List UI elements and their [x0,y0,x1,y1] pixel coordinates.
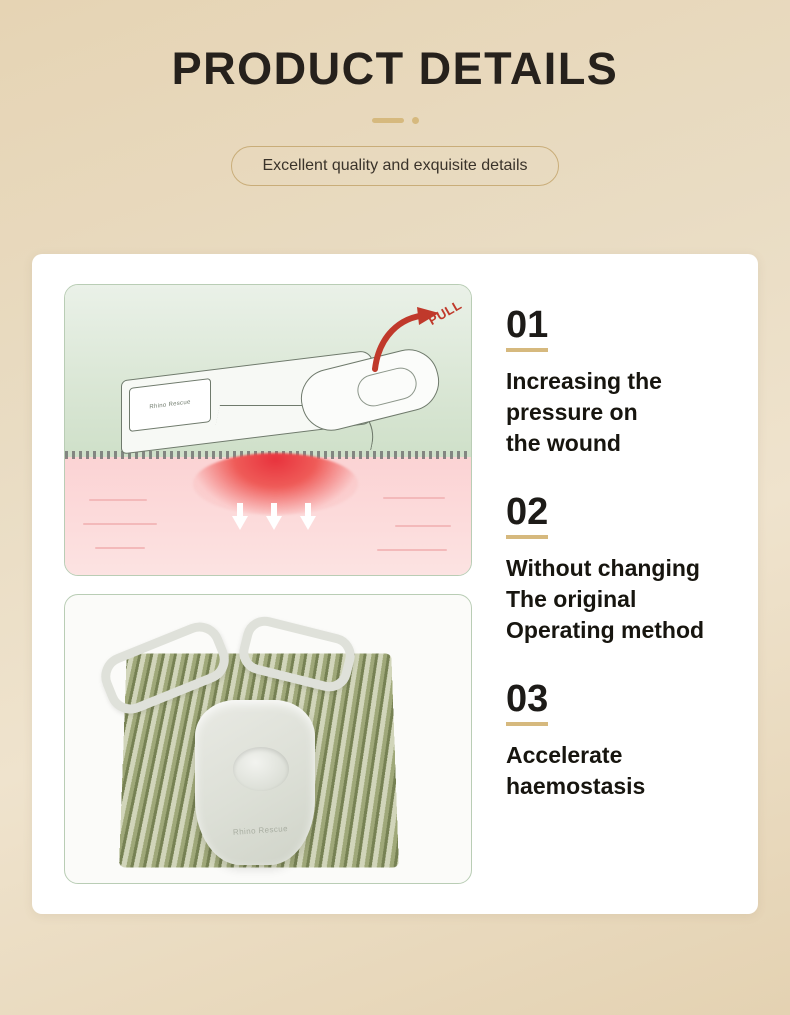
pressure-arrow-head [300,516,316,530]
product-brand-mark: Rhino Rescue [232,824,289,837]
page-header [0,0,790,186]
pressure-arrow-stem [237,503,243,517]
tissue-line [83,523,157,525]
device-brand-tag: Rhino Rescue [129,378,211,432]
step-line: Operating method [506,617,705,644]
step-item-03 [506,680,732,802]
clip-center-hole [233,747,289,791]
clip-gauze-photo [64,594,472,884]
pressure-arrow-stem [305,503,311,517]
step-description [506,366,732,459]
tissue-line [377,549,447,551]
page-title: PRODUCT DETAILS [171,43,619,94]
step-line: Increasing the [506,368,662,394]
step-line: pressure on [506,399,638,426]
step-description [506,740,732,802]
step-line: the wound [506,430,621,457]
pull-label: PULL [425,297,465,328]
steps-column [472,284,732,886]
details-card [32,254,758,914]
tissue-line [89,499,147,501]
figure-column [64,284,472,886]
step-line: The original [506,586,637,613]
step-line: Without changing [506,555,700,582]
subtitle-pill: Excellent quality and exquisite details [231,146,558,186]
pressure-arrow-stem [271,503,277,517]
step-item-02 [506,493,732,646]
title-divider [0,116,790,126]
step-line: haemostasis [506,773,646,800]
pressure-arrow-head [232,516,248,530]
tissue-line [395,525,451,527]
wound-pressure-illustration [64,284,472,576]
divider-dot [412,117,419,124]
step-number: 02 [506,493,548,539]
step-number: 01 [506,306,548,352]
step-line: Accelerate [506,742,623,769]
step-item-01 [506,306,732,459]
divider-bar [372,118,404,123]
tissue-line [383,497,445,499]
tissue-line [95,547,145,549]
step-description [506,553,732,646]
pressure-arrow-head [266,516,282,530]
step-number: 03 [506,680,548,726]
